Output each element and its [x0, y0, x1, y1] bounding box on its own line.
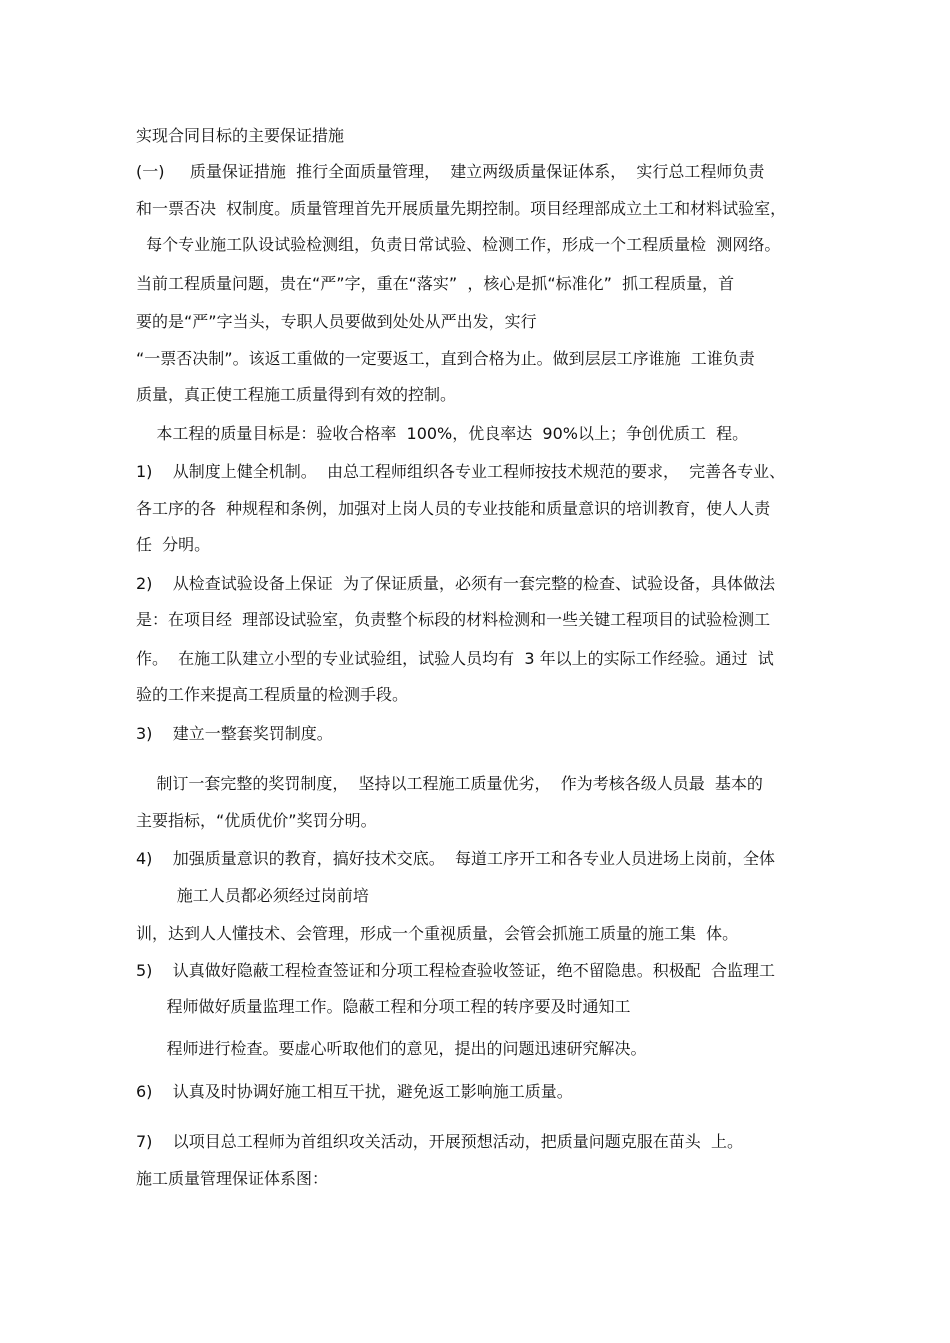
- text-line: 作。 在施工队建立小型的专业试验组，试验人员均有 3 年以上的实际工作经验。通过 试: [136, 649, 774, 668]
- list-item-6: 6) 认真及时协调好施工相互干扰，避免返工影响施工质量。: [136, 1082, 573, 1101]
- list-item-1: 1) 从制度上健全机制。 由总工程师组织各专业工程师按技术规范的要求， 完善各专业、: [136, 462, 786, 481]
- text-line: 和一票否决 权制度。质量管理首先开展质量先期控制。项目经理部成立土工和材料试验室，: [136, 199, 787, 218]
- list-item-4: 4) 加强质量意识的教育，搞好技术交底。 每道工序开工和各专业人员进场上岗前，全体: [136, 849, 775, 868]
- list-item-7: 7) 以项目总工程师为首组织攻关活动，开展预想活动，把质量问题克服在苗头 上。: [136, 1132, 743, 1151]
- text-line: “一票否决制”。该返工重做的一定要返工，直到合格为止。做到层层工序谁施 工谁负责: [136, 349, 755, 368]
- diagram-caption: 施工质量管理保证体系图：: [136, 1169, 329, 1188]
- list-item-3: 3) 建立一整套奖罚制度。: [136, 724, 333, 743]
- text-line: 施工人员都必须经过岗前培: [136, 886, 369, 905]
- text-line: 程师做好质量监理工作。隐蔽工程和分项工程的转序要及时通知工: [136, 997, 631, 1016]
- text-line: 每个专业施工队设试验检测组，负责日常试验、检测工作，形成一个工程质量检 测网络。: [136, 235, 781, 254]
- list-item-2: 2) 从检查试验设备上保证 为了保证质量，必须有一套完整的检查、试验设备，具体做法: [136, 574, 775, 593]
- text-line: 当前工程质量问题，贵在“严”字，重在“落实” ，核心是抓“标准化” 抓工程质量，首: [136, 274, 735, 293]
- quality-goal-line: 本工程的质量目标是：验收合格率 100%，优良率达 90%以上；争创优质工 程。: [136, 424, 749, 443]
- text-line: 验的工作来提高工程质量的检测手段。: [136, 685, 409, 704]
- text-line: 是：在项目经 理部设试验室，负责整个标段的材料检测和一些关键工程项目的试验检测工: [136, 610, 771, 629]
- text-line: (一) 质量保证措施 推行全面质量管理， 建立两级质量保证体系， 实行总工程师负责: [136, 162, 765, 181]
- text-line: 主要指标，“优质优价”奖罚分明。: [136, 811, 377, 830]
- text-line: 任 分明。: [136, 535, 211, 554]
- section-title: 实现合同目标的主要保证措施: [136, 126, 345, 145]
- text-line: 各工序的各 种规程和条例，加强对上岗人员的专业技能和质量意识的培训教育，使人人责: [136, 499, 771, 518]
- text-line: 训，达到人人懂技术、会管理，形成一个重视质量，会管会抓施工质量的施工集 体。: [136, 924, 739, 943]
- text-line: 要的是“严”字当头，专职人员要做到处处从严出发，实行: [136, 312, 537, 331]
- text-line: 程师进行检查。要虚心听取他们的意见，提出的问题迅速研究解决。: [136, 1039, 647, 1058]
- list-item-5: 5) 认真做好隐蔽工程检查签证和分项工程检查验收签证，绝不留隐患。积极配 合监理工: [136, 961, 775, 980]
- text-line: 质量，真正使工程施工质量得到有效的控制。: [136, 385, 457, 404]
- text-line: 制订一套完整的奖罚制度， 坚持以工程施工质量优劣， 作为考核各级人员最 基本的: [136, 774, 763, 793]
